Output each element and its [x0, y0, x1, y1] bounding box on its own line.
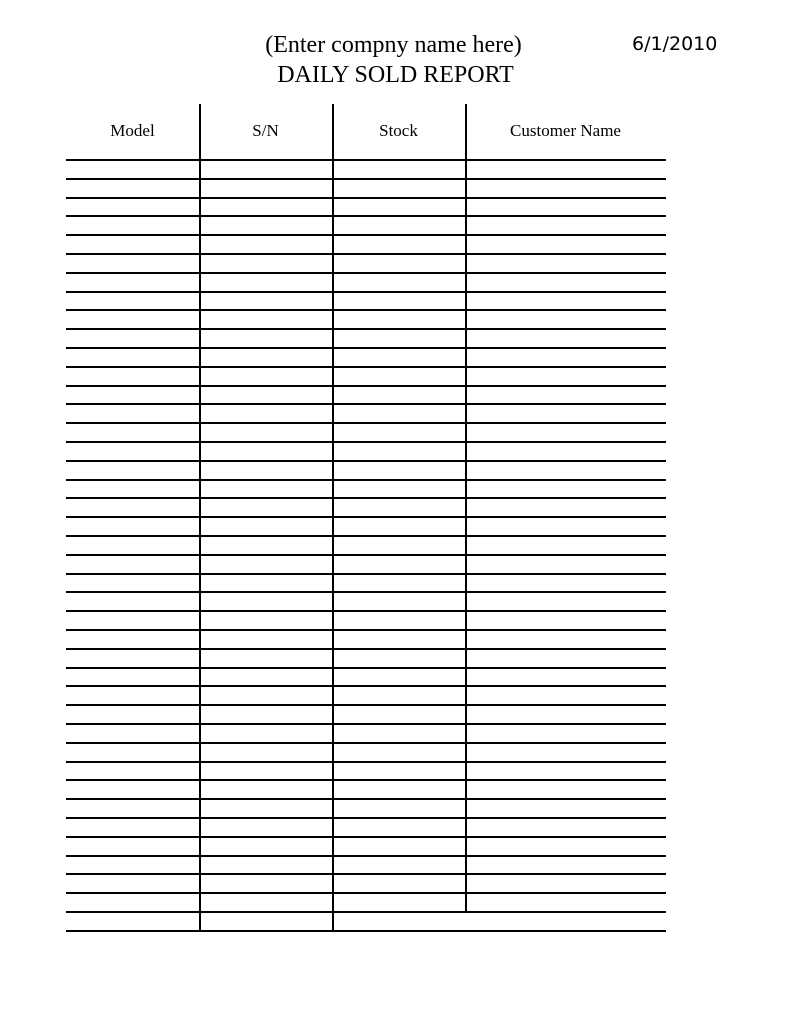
column-divider [332, 104, 334, 930]
table-row-line [66, 516, 666, 518]
column-divider [199, 104, 201, 930]
table-row-line [66, 422, 666, 424]
table-row-line [66, 309, 666, 311]
table-row-line [66, 460, 666, 462]
table-row-line [66, 385, 666, 387]
report-title: DAILY SOLD REPORT [277, 62, 514, 88]
table-row-line [66, 930, 666, 932]
table-row-line [66, 648, 666, 650]
column-header-serial-number: S/N [252, 121, 279, 140]
table-row-line [66, 497, 666, 499]
table-row-line [66, 610, 666, 612]
table-row-line [66, 704, 666, 706]
table-row-line [66, 629, 666, 631]
table-row-line [66, 798, 666, 800]
table-row-line [66, 215, 666, 217]
table-row-line [66, 347, 666, 349]
company-name-placeholder[interactable]: (Enter compny name here) [265, 32, 522, 58]
column-header-stock: Stock [379, 121, 418, 140]
table-row-line [66, 291, 666, 293]
header-underline [66, 159, 666, 161]
table-row-line [66, 836, 666, 838]
table-row-line [66, 178, 666, 180]
table-row-line [66, 892, 666, 894]
table-row-line [66, 234, 666, 236]
table-row-line [66, 911, 666, 913]
table-row-line [66, 573, 666, 575]
table-row-line [66, 779, 666, 781]
table-row-line [66, 761, 666, 763]
table-row-line [66, 667, 666, 669]
table-row-line [66, 328, 666, 330]
column-divider [465, 104, 467, 911]
column-header-model: Model [110, 121, 155, 140]
table-row-line [66, 742, 666, 744]
table-row-line [66, 197, 666, 199]
report-date: 6/1/2010 [632, 33, 718, 55]
table-row-line [66, 253, 666, 255]
table-row-line [66, 479, 666, 481]
table-row-line [66, 685, 666, 687]
table-row-line [66, 591, 666, 593]
table-row-line [66, 403, 666, 405]
table-row-line [66, 817, 666, 819]
column-header-customer-name: Customer Name [510, 121, 621, 140]
table-row-line [66, 873, 666, 875]
table-row-line [66, 441, 666, 443]
table-row-line [66, 554, 666, 556]
table-row-line [66, 535, 666, 537]
table-row-line [66, 272, 666, 274]
table-row-line [66, 366, 666, 368]
table-row-line [66, 855, 666, 857]
table-row-line [66, 723, 666, 725]
